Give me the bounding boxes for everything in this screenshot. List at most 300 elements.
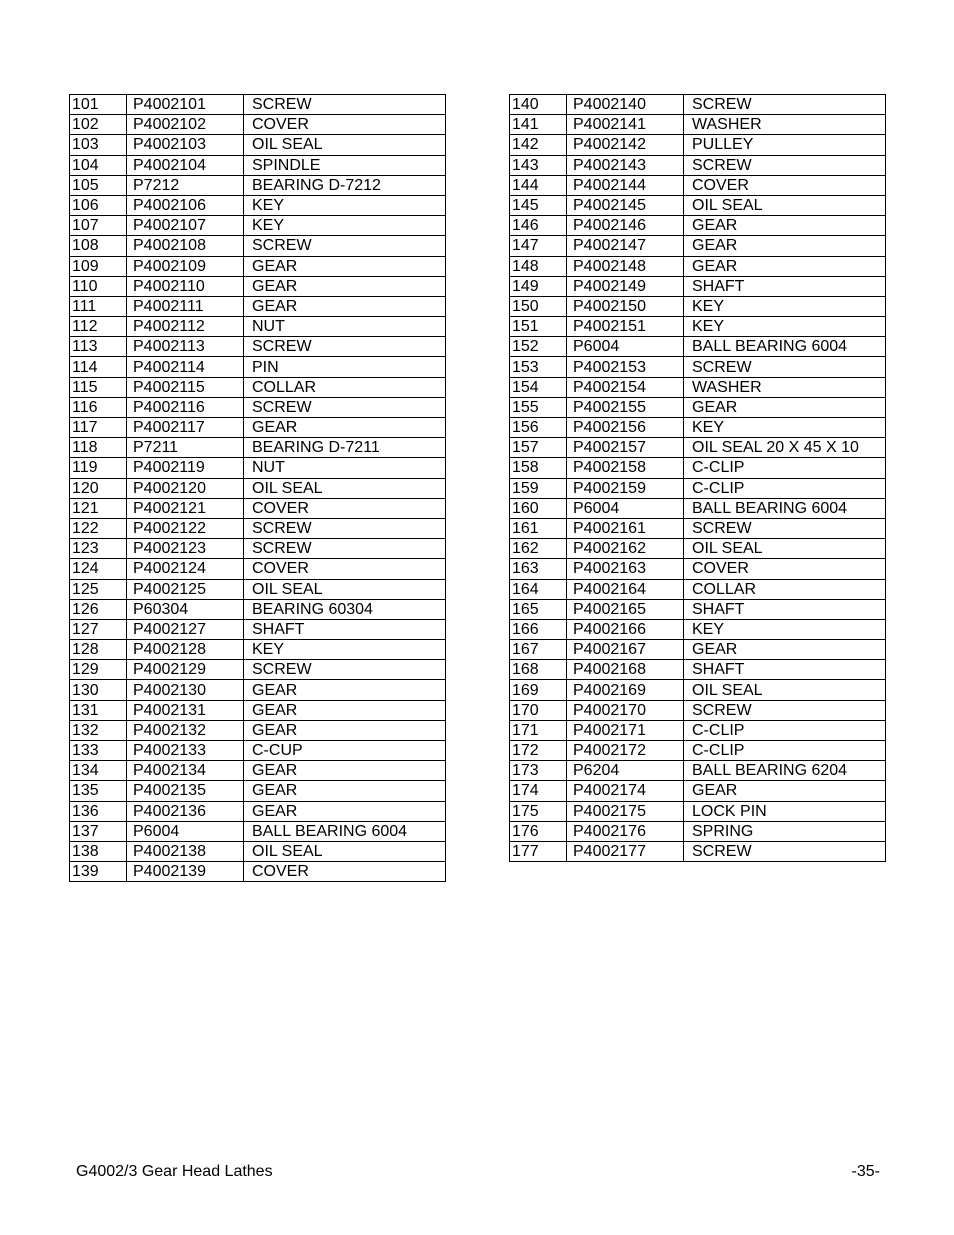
ref-number-cell: 142 bbox=[510, 135, 567, 155]
table-row bbox=[70, 478, 446, 498]
ref-number-cell: 163 bbox=[510, 559, 567, 579]
ref-number-cell: 175 bbox=[510, 801, 567, 821]
table-row bbox=[70, 95, 446, 115]
part-number-cell: P4002128 bbox=[127, 640, 244, 660]
part-number-cell: P4002110 bbox=[127, 276, 244, 296]
description-cell: GEAR bbox=[244, 720, 446, 740]
table-row bbox=[70, 418, 446, 438]
part-number-cell: P6004 bbox=[127, 821, 244, 841]
description-cell: GEAR bbox=[244, 256, 446, 276]
ref-number-cell: 106 bbox=[70, 195, 127, 215]
ref-number-cell: 110 bbox=[70, 276, 127, 296]
description-cell: SCREW bbox=[244, 95, 446, 115]
ref-number-cell: 130 bbox=[70, 680, 127, 700]
table-row bbox=[70, 397, 446, 417]
table-row bbox=[510, 821, 886, 841]
ref-number-cell: 161 bbox=[510, 518, 567, 538]
ref-number-cell: 162 bbox=[510, 539, 567, 559]
description-cell: GEAR bbox=[244, 418, 446, 438]
ref-number-cell: 164 bbox=[510, 579, 567, 599]
part-number-cell: P4002139 bbox=[127, 862, 244, 882]
part-number-cell: P7212 bbox=[127, 175, 244, 195]
ref-number-cell: 118 bbox=[70, 438, 127, 458]
description-cell: COLLAR bbox=[244, 377, 446, 397]
description-cell: GEAR bbox=[244, 801, 446, 821]
ref-number-cell: 122 bbox=[70, 518, 127, 538]
table-row bbox=[70, 195, 446, 215]
ref-number-cell: 133 bbox=[70, 741, 127, 761]
description-cell: BALL BEARING 6004 bbox=[244, 821, 446, 841]
description-cell: SCREW bbox=[244, 337, 446, 357]
description-cell: OIL SEAL bbox=[244, 841, 446, 861]
part-number-cell: P4002124 bbox=[127, 559, 244, 579]
ref-number-cell: 128 bbox=[70, 640, 127, 660]
table-row bbox=[70, 559, 446, 579]
table-row bbox=[510, 761, 886, 781]
description-cell: BALL BEARING 6004 bbox=[684, 498, 886, 518]
description-cell: COVER bbox=[244, 115, 446, 135]
ref-number-cell: 147 bbox=[510, 236, 567, 256]
part-number-cell: P4002106 bbox=[127, 195, 244, 215]
ref-number-cell: 167 bbox=[510, 640, 567, 660]
table-row bbox=[510, 195, 886, 215]
part-number-cell: P4002149 bbox=[567, 276, 684, 296]
table-row bbox=[510, 337, 886, 357]
part-number-cell: P4002121 bbox=[127, 498, 244, 518]
ref-number-cell: 156 bbox=[510, 418, 567, 438]
part-number-cell: P4002132 bbox=[127, 720, 244, 740]
description-cell: GEAR bbox=[684, 640, 886, 660]
table-row bbox=[510, 700, 886, 720]
table-row bbox=[70, 862, 446, 882]
table-row bbox=[70, 599, 446, 619]
part-number-cell: P4002151 bbox=[567, 317, 684, 337]
ref-number-cell: 141 bbox=[510, 115, 567, 135]
description-cell: NUT bbox=[244, 458, 446, 478]
ref-number-cell: 140 bbox=[510, 95, 567, 115]
ref-number-cell: 108 bbox=[70, 236, 127, 256]
table-row bbox=[510, 559, 886, 579]
table-row bbox=[70, 741, 446, 761]
part-number-cell: P4002155 bbox=[567, 397, 684, 417]
part-number-cell: P4002125 bbox=[127, 579, 244, 599]
table-row bbox=[70, 761, 446, 781]
ref-number-cell: 105 bbox=[70, 175, 127, 195]
description-cell: C-CLIP bbox=[684, 458, 886, 478]
part-number-cell: P4002138 bbox=[127, 841, 244, 861]
description-cell: LOCK PIN bbox=[684, 801, 886, 821]
ref-number-cell: 149 bbox=[510, 276, 567, 296]
part-number-cell: P4002166 bbox=[567, 619, 684, 639]
part-number-cell: P4002109 bbox=[127, 256, 244, 276]
table-row bbox=[510, 236, 886, 256]
part-number-cell: P4002133 bbox=[127, 741, 244, 761]
ref-number-cell: 102 bbox=[70, 115, 127, 135]
part-number-cell: P4002117 bbox=[127, 418, 244, 438]
table-row bbox=[510, 640, 886, 660]
table-row bbox=[70, 700, 446, 720]
table-row bbox=[510, 579, 886, 599]
part-number-cell: P4002122 bbox=[127, 518, 244, 538]
description-cell: SPINDLE bbox=[244, 155, 446, 175]
table-row bbox=[510, 781, 886, 801]
part-number-cell: P4002141 bbox=[567, 115, 684, 135]
description-cell: BALL BEARING 6204 bbox=[684, 761, 886, 781]
description-cell: GEAR bbox=[684, 256, 886, 276]
ref-number-cell: 158 bbox=[510, 458, 567, 478]
table-row bbox=[510, 175, 886, 195]
table-row bbox=[510, 660, 886, 680]
description-cell: OIL SEAL bbox=[684, 539, 886, 559]
ref-number-cell: 177 bbox=[510, 841, 567, 861]
description-cell: COVER bbox=[684, 175, 886, 195]
table-row bbox=[510, 377, 886, 397]
ref-number-cell: 119 bbox=[70, 458, 127, 478]
table-row bbox=[70, 296, 446, 316]
part-number-cell: P4002120 bbox=[127, 478, 244, 498]
part-number-cell: P4002140 bbox=[567, 95, 684, 115]
ref-number-cell: 113 bbox=[70, 337, 127, 357]
table-row bbox=[510, 680, 886, 700]
table-row bbox=[510, 296, 886, 316]
part-number-cell: P4002156 bbox=[567, 418, 684, 438]
part-number-cell: P4002136 bbox=[127, 801, 244, 821]
table-row bbox=[70, 781, 446, 801]
part-number-cell: P4002162 bbox=[567, 539, 684, 559]
table-row bbox=[70, 539, 446, 559]
ref-number-cell: 136 bbox=[70, 801, 127, 821]
ref-number-cell: 138 bbox=[70, 841, 127, 861]
parts-table-left-body bbox=[70, 95, 446, 882]
description-cell: BALL BEARING 6004 bbox=[684, 337, 886, 357]
ref-number-cell: 126 bbox=[70, 599, 127, 619]
description-cell: GEAR bbox=[684, 216, 886, 236]
description-cell: GEAR bbox=[244, 700, 446, 720]
description-cell: OIL SEAL 20 X 45 X 10 bbox=[684, 438, 886, 458]
footer-page-number: -35- bbox=[851, 1163, 880, 1180]
part-number-cell: P4002167 bbox=[567, 640, 684, 660]
description-cell: GEAR bbox=[684, 236, 886, 256]
table-row bbox=[70, 821, 446, 841]
part-number-cell: P4002131 bbox=[127, 700, 244, 720]
description-cell: SCREW bbox=[684, 155, 886, 175]
description-cell: SCREW bbox=[684, 518, 886, 538]
ref-number-cell: 109 bbox=[70, 256, 127, 276]
table-row bbox=[70, 720, 446, 740]
part-number-cell: P4002163 bbox=[567, 559, 684, 579]
description-cell: SHAFT bbox=[684, 660, 886, 680]
ref-number-cell: 123 bbox=[70, 539, 127, 559]
ref-number-cell: 117 bbox=[70, 418, 127, 438]
table-row bbox=[70, 498, 446, 518]
part-number-cell: P6004 bbox=[567, 498, 684, 518]
description-cell: PULLEY bbox=[684, 135, 886, 155]
ref-number-cell: 166 bbox=[510, 619, 567, 639]
part-number-cell: P4002104 bbox=[127, 155, 244, 175]
table-row bbox=[70, 155, 446, 175]
ref-number-cell: 127 bbox=[70, 619, 127, 639]
description-cell: COVER bbox=[244, 559, 446, 579]
table-row bbox=[510, 458, 886, 478]
ref-number-cell: 137 bbox=[70, 821, 127, 841]
ref-number-cell: 120 bbox=[70, 478, 127, 498]
ref-number-cell: 104 bbox=[70, 155, 127, 175]
description-cell: SCREW bbox=[684, 357, 886, 377]
description-cell: C-CLIP bbox=[684, 478, 886, 498]
ref-number-cell: 112 bbox=[70, 317, 127, 337]
description-cell: GEAR bbox=[244, 276, 446, 296]
ref-number-cell: 174 bbox=[510, 781, 567, 801]
ref-number-cell: 154 bbox=[510, 377, 567, 397]
ref-number-cell: 157 bbox=[510, 438, 567, 458]
ref-number-cell: 168 bbox=[510, 660, 567, 680]
part-number-cell: P4002176 bbox=[567, 821, 684, 841]
part-number-cell: P4002147 bbox=[567, 236, 684, 256]
table-row bbox=[510, 276, 886, 296]
table-row bbox=[510, 619, 886, 639]
ref-number-cell: 103 bbox=[70, 135, 127, 155]
part-number-cell: P4002108 bbox=[127, 236, 244, 256]
part-number-cell: P4002130 bbox=[127, 680, 244, 700]
description-cell: OIL SEAL bbox=[244, 579, 446, 599]
description-cell: KEY bbox=[684, 418, 886, 438]
table-row bbox=[70, 438, 446, 458]
part-number-cell: P4002175 bbox=[567, 801, 684, 821]
ref-number-cell: 125 bbox=[70, 579, 127, 599]
table-row bbox=[70, 458, 446, 478]
description-cell: SCREW bbox=[684, 95, 886, 115]
part-number-cell: P4002177 bbox=[567, 841, 684, 861]
part-number-cell: P4002157 bbox=[567, 438, 684, 458]
table-row bbox=[70, 276, 446, 296]
description-cell: OIL SEAL bbox=[244, 135, 446, 155]
description-cell: GEAR bbox=[684, 397, 886, 417]
part-number-cell: P4002148 bbox=[567, 256, 684, 276]
description-cell: GEAR bbox=[244, 296, 446, 316]
ref-number-cell: 114 bbox=[70, 357, 127, 377]
ref-number-cell: 148 bbox=[510, 256, 567, 276]
description-cell: COVER bbox=[684, 559, 886, 579]
part-number-cell: P4002146 bbox=[567, 216, 684, 236]
description-cell: KEY bbox=[684, 317, 886, 337]
description-cell: SCREW bbox=[684, 700, 886, 720]
description-cell: GEAR bbox=[244, 680, 446, 700]
part-number-cell: P4002164 bbox=[567, 579, 684, 599]
description-cell: SPRING bbox=[684, 821, 886, 841]
part-number-cell: P4002165 bbox=[567, 599, 684, 619]
ref-number-cell: 131 bbox=[70, 700, 127, 720]
table-row bbox=[70, 518, 446, 538]
ref-number-cell: 129 bbox=[70, 660, 127, 680]
part-number-cell: P4002171 bbox=[567, 720, 684, 740]
part-number-cell: P4002107 bbox=[127, 216, 244, 236]
ref-number-cell: 135 bbox=[70, 781, 127, 801]
ref-number-cell: 165 bbox=[510, 599, 567, 619]
part-number-cell: P4002129 bbox=[127, 660, 244, 680]
description-cell: KEY bbox=[244, 195, 446, 215]
description-cell: KEY bbox=[684, 619, 886, 639]
description-cell: OIL SEAL bbox=[244, 478, 446, 498]
part-number-cell: P4002101 bbox=[127, 95, 244, 115]
description-cell: SHAFT bbox=[684, 599, 886, 619]
description-cell: SCREW bbox=[244, 660, 446, 680]
description-cell: KEY bbox=[244, 216, 446, 236]
table-row bbox=[70, 317, 446, 337]
ref-number-cell: 159 bbox=[510, 478, 567, 498]
table-row bbox=[70, 377, 446, 397]
description-cell: GEAR bbox=[684, 781, 886, 801]
part-number-cell: P4002150 bbox=[567, 296, 684, 316]
part-number-cell: P4002111 bbox=[127, 296, 244, 316]
table-row bbox=[70, 619, 446, 639]
description-cell: GEAR bbox=[244, 781, 446, 801]
table-row bbox=[510, 478, 886, 498]
description-cell: COLLAR bbox=[684, 579, 886, 599]
ref-number-cell: 176 bbox=[510, 821, 567, 841]
table-row bbox=[510, 135, 886, 155]
table-row bbox=[510, 155, 886, 175]
table-row bbox=[70, 841, 446, 861]
description-cell: C-CLIP bbox=[684, 741, 886, 761]
table-row bbox=[510, 518, 886, 538]
part-number-cell: P4002135 bbox=[127, 781, 244, 801]
part-number-cell: P4002172 bbox=[567, 741, 684, 761]
description-cell: COVER bbox=[244, 862, 446, 882]
part-number-cell: P6004 bbox=[567, 337, 684, 357]
ref-number-cell: 116 bbox=[70, 397, 127, 417]
part-number-cell: P4002115 bbox=[127, 377, 244, 397]
description-cell: SCREW bbox=[244, 539, 446, 559]
description-cell: KEY bbox=[684, 296, 886, 316]
part-number-cell: P4002154 bbox=[567, 377, 684, 397]
table-row bbox=[70, 236, 446, 256]
ref-number-cell: 173 bbox=[510, 761, 567, 781]
part-number-cell: P4002142 bbox=[567, 135, 684, 155]
table-row bbox=[510, 317, 886, 337]
description-cell: SHAFT bbox=[244, 619, 446, 639]
parts-table-right bbox=[509, 94, 886, 862]
part-number-cell: P4002170 bbox=[567, 700, 684, 720]
ref-number-cell: 146 bbox=[510, 216, 567, 236]
ref-number-cell: 155 bbox=[510, 397, 567, 417]
part-number-cell: P4002161 bbox=[567, 518, 684, 538]
description-cell: NUT bbox=[244, 317, 446, 337]
part-number-cell: P4002123 bbox=[127, 539, 244, 559]
description-cell: BEARING 60304 bbox=[244, 599, 446, 619]
ref-number-cell: 115 bbox=[70, 377, 127, 397]
description-cell: SHAFT bbox=[684, 276, 886, 296]
table-row bbox=[510, 498, 886, 518]
description-cell: C-CUP bbox=[244, 741, 446, 761]
table-row bbox=[510, 599, 886, 619]
table-row bbox=[510, 397, 886, 417]
part-number-cell: P4002159 bbox=[567, 478, 684, 498]
part-number-cell: P7211 bbox=[127, 438, 244, 458]
table-row bbox=[510, 841, 886, 861]
description-cell: GEAR bbox=[244, 761, 446, 781]
part-number-cell: P4002103 bbox=[127, 135, 244, 155]
ref-number-cell: 160 bbox=[510, 498, 567, 518]
ref-number-cell: 172 bbox=[510, 741, 567, 761]
table-row bbox=[510, 357, 886, 377]
description-cell: SCREW bbox=[244, 236, 446, 256]
table-row bbox=[70, 175, 446, 195]
table-row bbox=[510, 216, 886, 236]
table-row bbox=[510, 115, 886, 135]
ref-number-cell: 169 bbox=[510, 680, 567, 700]
description-cell: OIL SEAL bbox=[684, 195, 886, 215]
ref-number-cell: 151 bbox=[510, 317, 567, 337]
ref-number-cell: 144 bbox=[510, 175, 567, 195]
table-row bbox=[70, 680, 446, 700]
part-number-cell: P6204 bbox=[567, 761, 684, 781]
table-row bbox=[70, 579, 446, 599]
description-cell: SCREW bbox=[244, 397, 446, 417]
table-row bbox=[70, 357, 446, 377]
ref-number-cell: 171 bbox=[510, 720, 567, 740]
table-row bbox=[70, 216, 446, 236]
description-cell: BEARING D-7211 bbox=[244, 438, 446, 458]
part-number-cell: P4002114 bbox=[127, 357, 244, 377]
ref-number-cell: 145 bbox=[510, 195, 567, 215]
part-number-cell: P4002174 bbox=[567, 781, 684, 801]
part-number-cell: P4002102 bbox=[127, 115, 244, 135]
table-row bbox=[510, 256, 886, 276]
part-number-cell: P4002127 bbox=[127, 619, 244, 639]
description-cell: COVER bbox=[244, 498, 446, 518]
part-number-cell: P4002134 bbox=[127, 761, 244, 781]
description-cell: PIN bbox=[244, 357, 446, 377]
table-row bbox=[70, 135, 446, 155]
description-cell: C-CLIP bbox=[684, 720, 886, 740]
description-cell: OIL SEAL bbox=[684, 680, 886, 700]
ref-number-cell: 139 bbox=[70, 862, 127, 882]
table-row bbox=[510, 720, 886, 740]
part-number-cell: P4002112 bbox=[127, 317, 244, 337]
part-number-cell: P4002116 bbox=[127, 397, 244, 417]
ref-number-cell: 150 bbox=[510, 296, 567, 316]
ref-number-cell: 134 bbox=[70, 761, 127, 781]
ref-number-cell: 153 bbox=[510, 357, 567, 377]
part-number-cell: P4002144 bbox=[567, 175, 684, 195]
table-row bbox=[510, 539, 886, 559]
table-row bbox=[70, 115, 446, 135]
ref-number-cell: 124 bbox=[70, 559, 127, 579]
ref-number-cell: 152 bbox=[510, 337, 567, 357]
ref-number-cell: 101 bbox=[70, 95, 127, 115]
part-number-cell: P4002145 bbox=[567, 195, 684, 215]
table-row bbox=[510, 741, 886, 761]
table-row bbox=[510, 418, 886, 438]
description-cell: WASHER bbox=[684, 115, 886, 135]
ref-number-cell: 132 bbox=[70, 720, 127, 740]
ref-number-cell: 111 bbox=[70, 296, 127, 316]
table-row bbox=[70, 256, 446, 276]
part-number-cell: P4002168 bbox=[567, 660, 684, 680]
table-row bbox=[510, 95, 886, 115]
part-number-cell: P4002153 bbox=[567, 357, 684, 377]
description-cell: BEARING D-7212 bbox=[244, 175, 446, 195]
table-row bbox=[510, 801, 886, 821]
table-row bbox=[70, 337, 446, 357]
parts-table-right-body bbox=[510, 95, 886, 862]
part-number-cell: P4002113 bbox=[127, 337, 244, 357]
ref-number-cell: 107 bbox=[70, 216, 127, 236]
description-cell: SCREW bbox=[244, 518, 446, 538]
part-number-cell: P60304 bbox=[127, 599, 244, 619]
footer-title: G4002/3 Gear Head Lathes bbox=[76, 1163, 273, 1180]
part-number-cell: P4002169 bbox=[567, 680, 684, 700]
